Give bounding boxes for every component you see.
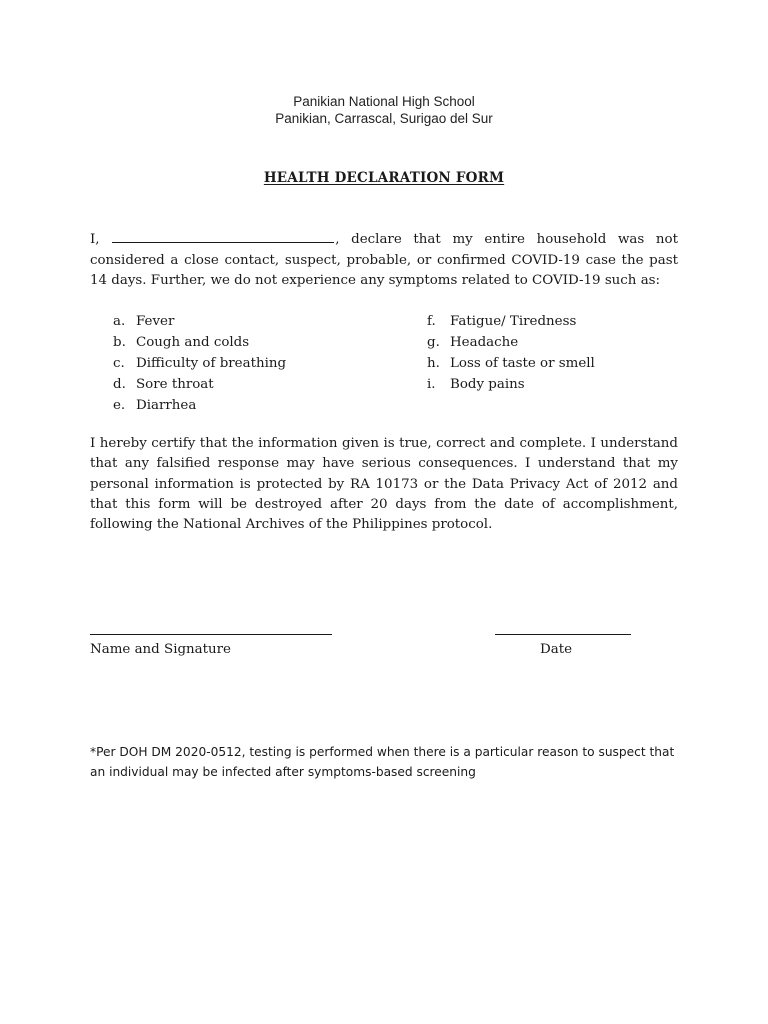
symptom-label: Fatigue/ Tiredness bbox=[450, 314, 577, 329]
symptom-letter: d. bbox=[113, 377, 126, 392]
symptoms-column-left bbox=[113, 311, 286, 416]
symptom-label: Difficulty of breathing bbox=[136, 356, 287, 371]
symptom-letter: f. bbox=[427, 314, 436, 329]
date-label: Date bbox=[540, 642, 573, 657]
symptom-item bbox=[113, 311, 286, 332]
symptom-letter: a. bbox=[113, 314, 126, 329]
form-title bbox=[0, 170, 768, 186]
school-address: Panikian, Carrascal, Surigao del Sur bbox=[275, 111, 493, 126]
symptom-item bbox=[113, 332, 286, 353]
certification-paragraph: I hereby certify that the information given is true, correct and complete. I understand that any falsified response may have serious consequences. I understand that my personal information is protected by RA 10173 or the Data Privacy Act of 2012 and that this form will be destroyed after 20 days from the date of accomplishment, following the National Archives of the Philippines protocol. bbox=[90, 436, 678, 533]
symptom-item bbox=[113, 374, 286, 395]
symptom-item bbox=[113, 353, 286, 374]
symptom-label: Diarrhea bbox=[136, 398, 197, 413]
symptom-label: Fever bbox=[136, 314, 175, 329]
symptom-letter: i. bbox=[427, 377, 436, 392]
declaration-prefix: I, bbox=[90, 232, 100, 247]
symptom-letter: b. bbox=[113, 335, 126, 350]
symptom-label: Cough and colds bbox=[136, 335, 250, 350]
school-name: Panikian National High School bbox=[293, 94, 475, 109]
date-line[interactable] bbox=[495, 634, 631, 635]
symptom-item bbox=[427, 353, 595, 374]
signature-line[interactable] bbox=[90, 634, 332, 635]
symptom-label: Sore throat bbox=[136, 377, 214, 392]
symptom-letter: h. bbox=[427, 356, 440, 371]
symptom-letter: g. bbox=[427, 335, 440, 350]
name-signature-label: Name and Signature bbox=[90, 642, 231, 657]
symptom-item bbox=[427, 332, 595, 353]
symptom-label: Loss of taste or smell bbox=[450, 356, 595, 371]
symptom-letter: c. bbox=[113, 356, 125, 371]
symptom-label: Body pains bbox=[450, 377, 525, 392]
form-title-text: HEALTH DECLARATION FORM bbox=[263, 170, 505, 186]
school-header bbox=[0, 93, 768, 127]
footnote: *Per DOH DM 2020-0512, testing is performed when there is a particular reason to suspect that an individual may be infected after symptoms-based screening bbox=[90, 745, 675, 779]
symptom-item bbox=[427, 311, 595, 332]
symptom-letter: e. bbox=[113, 398, 126, 413]
name-blank-line[interactable] bbox=[112, 230, 334, 243]
symptom-item bbox=[113, 395, 286, 416]
symptom-label: Headache bbox=[450, 335, 519, 350]
symptoms-column-right bbox=[427, 311, 595, 395]
symptom-item bbox=[427, 374, 595, 395]
declaration-paragraph bbox=[90, 230, 678, 292]
declaration-text: , declare that my entire household was not considered a close contact, suspect, probable, or confirmed COVID-19 case the past 14 days. Further, we do not experience any symptoms related to COVID-19 such as: bbox=[90, 232, 679, 289]
